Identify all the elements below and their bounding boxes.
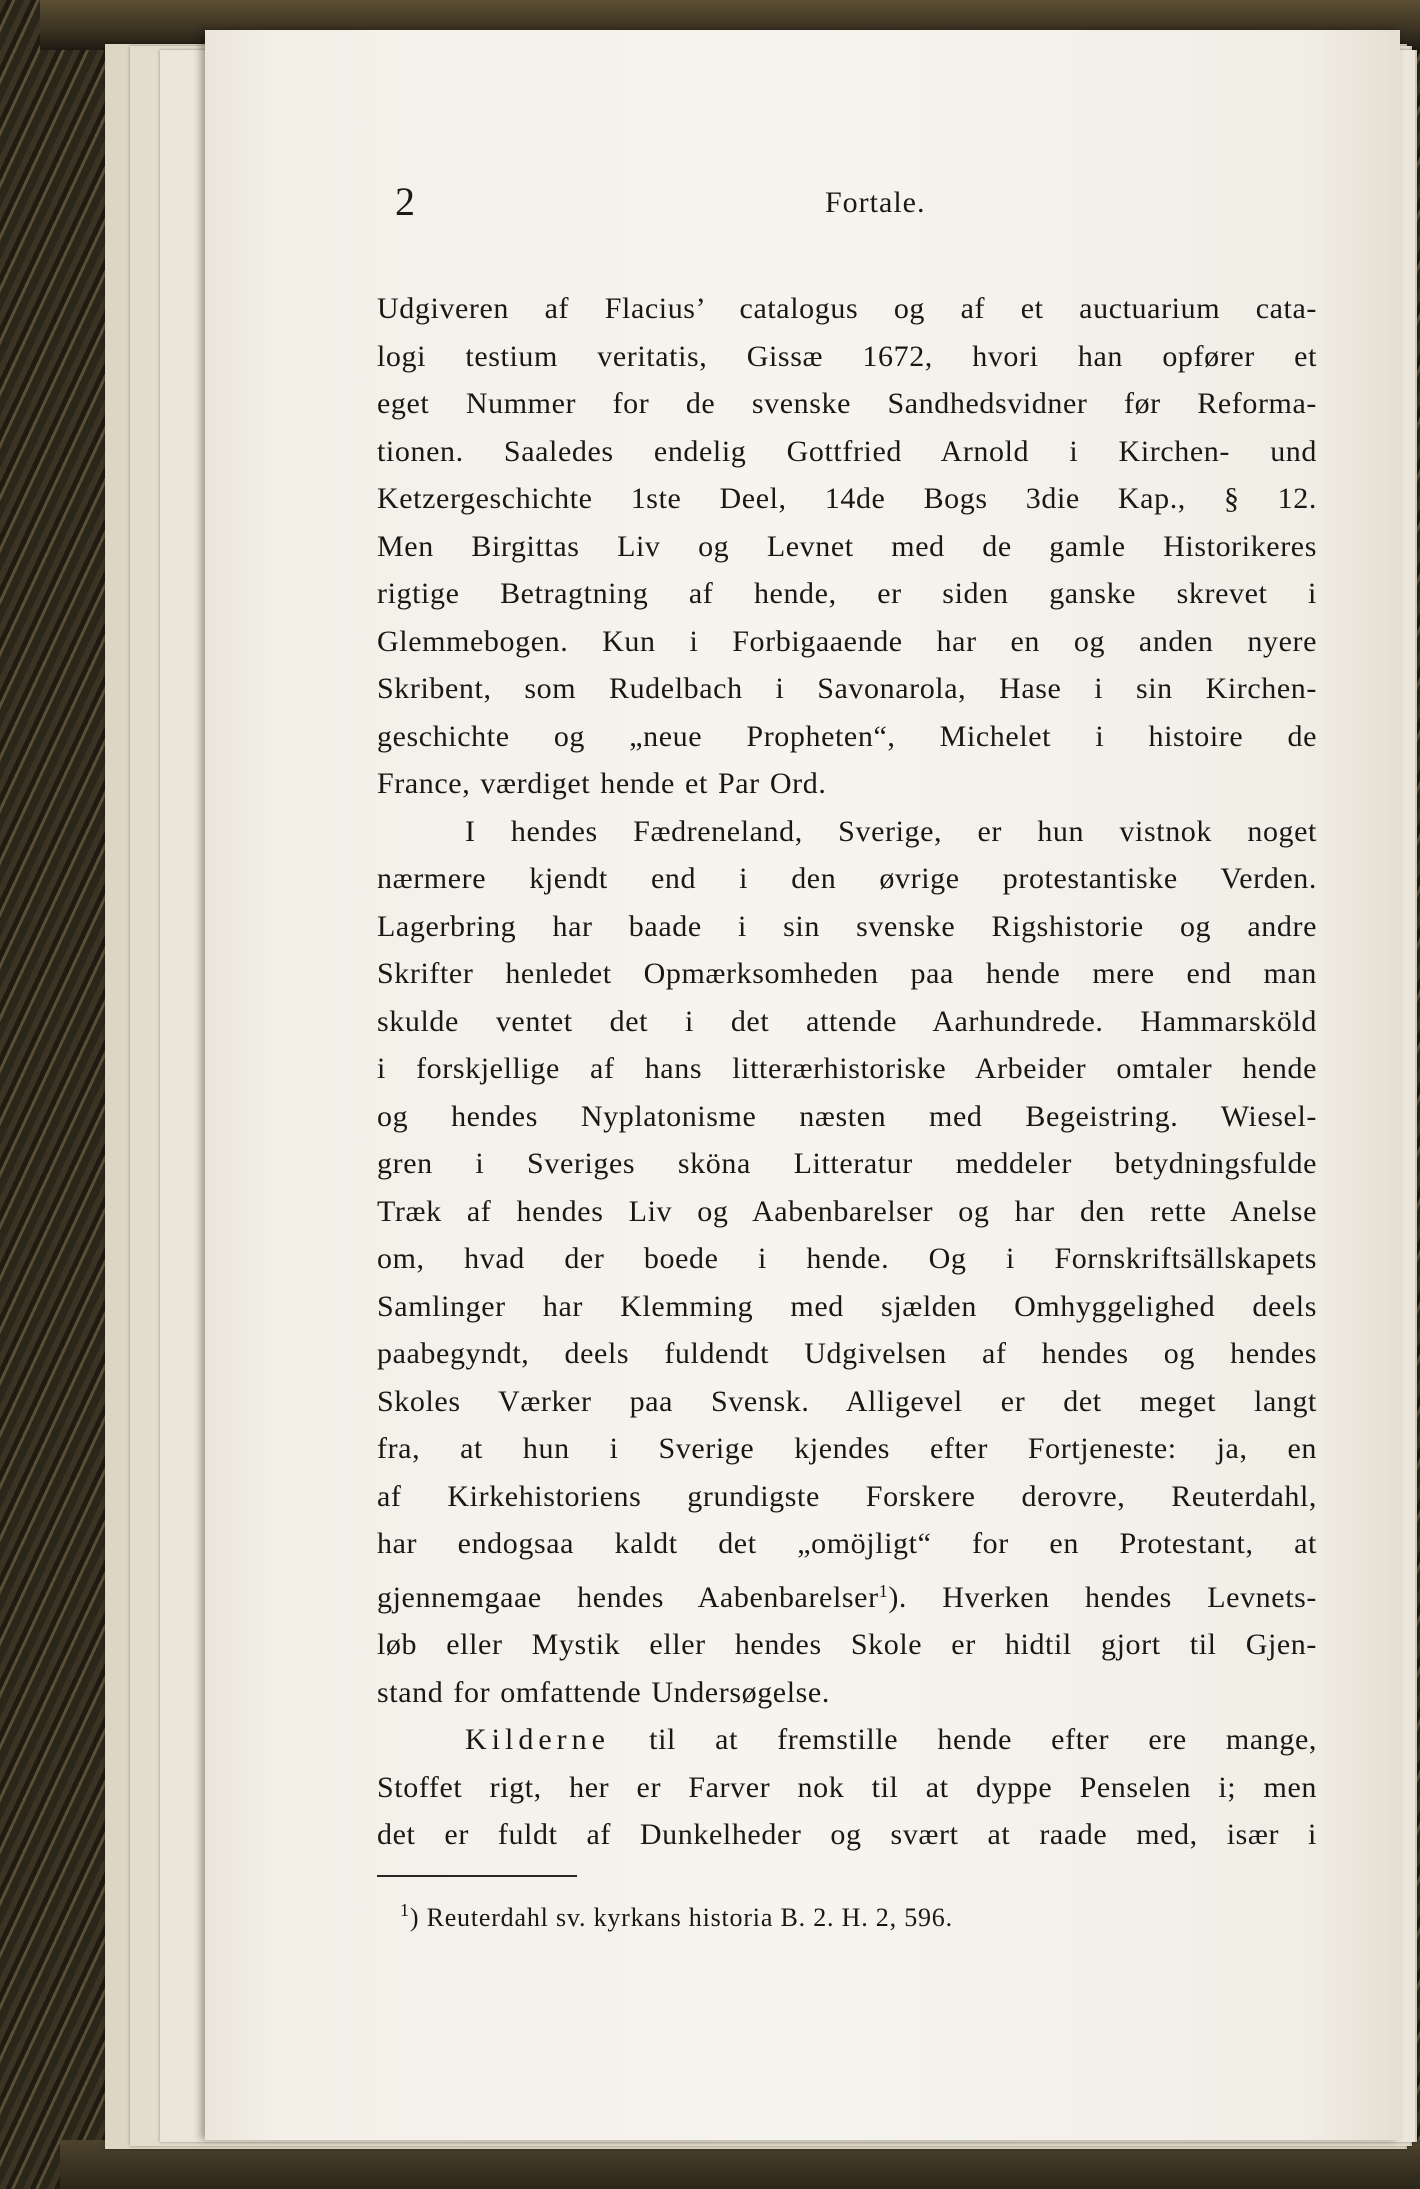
text-line: løb eller Mystik eller hendes Skole er hidtil gjort til Gjen-	[377, 1628, 1317, 1661]
text-line: det er fuldt af Dunkelheder og svært at raade med, især i	[377, 1818, 1317, 1851]
text-line: af Kirkehistoriens grundigste Forskere derovre, Reuterdahl,	[377, 1479, 1317, 1513]
text-fragment: ). Hverken hendes Levnets-	[888, 1580, 1317, 1614]
text-line: Lagerbring har baade i sin svenske Rigshistorie og andre	[377, 909, 1317, 943]
page-number: 2	[395, 179, 415, 224]
text-fragment: gjennemgaae hendes Aabenbarelser	[377, 1580, 879, 1614]
footnote-mark: 1	[400, 1900, 410, 1920]
text-line: skulde ventet det i det attende Aarhundrede. Hammarsköld	[377, 1004, 1317, 1038]
text-line: eget Nummer for de svenske Sandhedsvidner før Reforma-	[377, 387, 1317, 420]
text-line: Skrifter henledet Opmærksomheden paa hende mere end man	[377, 957, 1317, 990]
footnote	[400, 1900, 1300, 1933]
text-line: om, hvad der boede i hende. Og i Fornskriftsällskapets	[377, 1242, 1317, 1275]
text-line: nærmere kjendt end i den øvrige protestantiske Verden.	[377, 862, 1317, 895]
text-line: Udgiveren af Flacius’ catalogus og af et auctuarium cata-	[377, 292, 1317, 325]
book-page	[205, 30, 1400, 2140]
text-line: Ketzergeschichte 1ste Deel, 14de Bogs 3die Kap., § 12.	[377, 482, 1317, 515]
text-line: Glemmebogen. Kun i Forbigaaende har en og anden nyere	[377, 624, 1317, 658]
footnote-text: ) Reuterdahl sv. kyrkans historia B. 2. H. 2, 596.	[409, 1903, 953, 1932]
text-line: Skoles Værker paa Svensk. Alligevel er det meget langt	[377, 1384, 1317, 1418]
text-line: Skribent, som Rudelbach i Savonarola, Hase i sin Kirchen-	[377, 672, 1317, 705]
text-line: Stoffet rigt, her er Farver nok til at dyppe Penselen i; men	[377, 1770, 1317, 1804]
running-head	[205, 178, 1400, 228]
text-line: logi testium veritatis, Gissæ 1672, hvori han opfører et	[377, 339, 1317, 373]
text-line: geschichte og „neue Propheten“, Michelet i histoire de	[377, 719, 1317, 753]
text-line-with-footnote	[377, 1568, 1317, 1622]
paragraph-start-line: I hendes Fædreneland, Sverige, er hun vistnok noget	[465, 814, 1317, 848]
body-text	[377, 285, 1317, 1859]
text-line: fra, at hun i Sverige kjendes efter Fortjeneste: ja, en	[377, 1432, 1317, 1465]
text-line: rigtige Betragtning af hende, er siden ganske skrevet i	[377, 577, 1317, 610]
text-line: og hendes Nyplatonisme næsten med Begeistring. Wiesel-	[377, 1099, 1317, 1133]
footnote-reference: 1	[878, 1580, 889, 1601]
footnote-divider	[377, 1875, 577, 1877]
text-line: paabegyndt, deels fuldendt Udgivelsen af hendes og hendes	[377, 1337, 1317, 1370]
text-line: France, værdiget hende et Par Ord.	[377, 767, 827, 800]
text-line: har endogsaa kaldt det „omöjligt“ for en Protestant, at	[377, 1527, 1317, 1560]
text-line: tionen. Saaledes endelig Gottfried Arnold i Kirchen- und	[377, 434, 1317, 468]
text-line: Træk af hendes Liv og Aabenbarelser og har den rette Anelse	[377, 1194, 1317, 1228]
text-line: Samlinger har Klemming med sjælden Omhyggelighed deels	[377, 1289, 1317, 1323]
text-line: gren i Sveriges sköna Litteratur meddeler betydningsfulde	[377, 1147, 1317, 1180]
text-line: stand for omfattende Undersøgelse.	[377, 1675, 830, 1709]
emphasized-word: Kilderne	[465, 1723, 610, 1756]
text-fragment: til at fremstille hende efter ere mange,	[649, 1723, 1317, 1756]
running-title: Fortale.	[825, 186, 926, 219]
text-line: Men Birgittas Liv og Levnet med de gamle Historikeres	[377, 529, 1317, 563]
text-line: i forskjellige af hans litterærhistoriske Arbeider omtaler hende	[377, 1052, 1317, 1085]
paragraph-start-line	[377, 1716, 1317, 1764]
